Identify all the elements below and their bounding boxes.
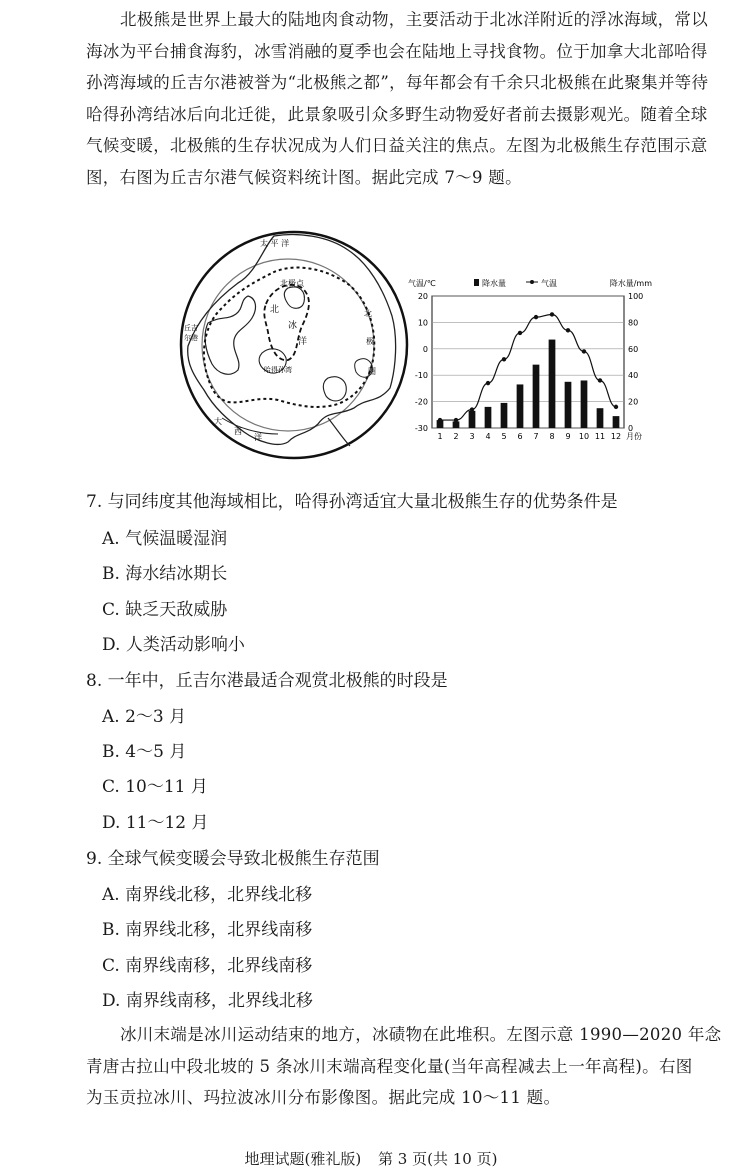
temperature-point — [566, 328, 570, 332]
right-axis-title: 降水量/mm — [609, 279, 652, 288]
temperature-point — [550, 312, 554, 316]
plot-frame — [432, 296, 624, 428]
intro2-line: 冰川末端是冰川运动结束的地方，冰碛物在此堆积。左图示意 1990—2020 年念 — [120, 1025, 722, 1044]
intro2-line: 为玉贡拉冰川、玛拉波冰川分布影像图。据此完成 10～11 题。 — [86, 1088, 561, 1107]
left-axis-tick-label: -20 — [414, 397, 428, 407]
temperature-point — [502, 357, 506, 361]
intro1-line: 气候变暖，北极熊的生存状况成为人们日益关注的焦点。左图为北极熊生存范围示意 — [86, 136, 708, 155]
intro-paragraph-polar-bear — [86, 4, 726, 193]
precip-bar — [533, 365, 540, 428]
right-axis-tick-label: 20 — [628, 397, 639, 407]
x-tick-label: 10 — [578, 432, 590, 441]
question-7-option-b[interactable]: B. 海水结冰期长 — [102, 564, 228, 584]
page-footer — [0, 1148, 742, 1169]
temperature-point — [614, 405, 618, 409]
map-label-arctic-ocean: 北 — [270, 305, 280, 315]
legend-temp-marker — [530, 280, 534, 284]
question-7-option-c[interactable]: C. 缺乏天敌威胁 — [102, 600, 228, 620]
map-label-arctic-ocean: 洋 — [298, 337, 308, 347]
question-8-option-d[interactable]: D. 11～12 月 — [102, 813, 209, 833]
question-7-option-d[interactable]: D. 人类活动影响小 — [102, 635, 245, 655]
x-tick-label: 1 — [437, 432, 443, 441]
map-label-arctic-circle: 圈 — [368, 367, 376, 376]
intro1-line: 北极熊是世界上最大的陆地肉食动物，主要活动于北冰洋附近的浮冰海域，常以 — [120, 10, 708, 29]
temperature-point — [470, 407, 474, 411]
right-axis-tick-label: 60 — [628, 344, 639, 354]
left-axis-tick-label: 0 — [422, 344, 428, 354]
x-tick-label: 11 — [594, 432, 606, 441]
x-tick-label: 8 — [549, 432, 555, 441]
question-8-option-b[interactable]: B. 4～5 月 — [102, 742, 187, 762]
x-tick-label: 12 — [610, 432, 622, 441]
left-axis-title: 气温/℃ — [408, 279, 436, 288]
temperature-point — [438, 418, 442, 422]
precip-bar — [453, 421, 460, 428]
legend-precip-label: 降水量 — [482, 279, 506, 288]
precip-bar — [501, 403, 508, 428]
map-label-atlantic: 大 — [214, 417, 222, 426]
question-9-stem: 9. 全球气候变暖会导致北极熊生存范围 — [86, 849, 380, 869]
precip-bar — [469, 411, 476, 428]
right-axis-tick-label: 100 — [628, 292, 644, 301]
x-tick-label: 6 — [517, 432, 523, 441]
intro1-line: 海冰为平台捕食海豹，冰雪消融的夏季也会在陆地上寻找食物。位于加拿大北部哈得 — [86, 41, 708, 61]
temperature-point — [518, 331, 522, 335]
question-8-option-c[interactable]: C. 10～11 月 — [102, 777, 208, 797]
question-7-stem: 7. 与同纬度其他海域相比，哈得孙湾适宜大量北极熊生存的优势条件是 — [86, 492, 618, 512]
temperature-point — [582, 349, 586, 353]
temperature-point — [534, 315, 538, 319]
map-label-arctic-ocean: 冰 — [288, 321, 298, 331]
map-label-north-pole: 北极点 — [280, 279, 304, 288]
x-tick-label: 2 — [453, 432, 459, 441]
left-axis-tick-label: 20 — [417, 292, 428, 301]
question-9-option-c[interactable]: C. 南界线南移，北界线南移 — [102, 956, 313, 976]
precip-bar — [517, 384, 524, 428]
footer-page-number: 第 3 页(共 10 页) — [378, 1150, 498, 1168]
intro1-line: 哈得孙湾结冰后向北迁徙，此景象吸引众多野生动物爱好者前去摄影观光。随着全球 — [86, 104, 708, 124]
map-label-pacific: 太 平 洋 — [260, 239, 290, 248]
intro2-line: 青唐古拉山中段北坡的 5 条冰川末端高程变化量(当年高程减去上一年高程)。右图 — [86, 1056, 693, 1076]
map-label-churchill: 尔港 — [184, 334, 198, 342]
temperature-line — [440, 314, 616, 420]
map-label-atlantic: 西 — [234, 427, 242, 436]
precip-bar — [597, 408, 604, 428]
precip-bar — [581, 380, 588, 428]
question-7-option-a[interactable]: A. 气候温暖湿润 — [102, 529, 228, 549]
legend-temp-label: 气温 — [541, 279, 557, 288]
x-tick-label: 9 — [565, 432, 571, 441]
temperature-point — [454, 418, 458, 422]
question-8-option-a[interactable]: A. 2～3 月 — [102, 707, 187, 727]
right-axis-tick-label: 0 — [628, 424, 634, 433]
x-tick-label: 4 — [485, 432, 491, 441]
left-axis-tick-label: -30 — [414, 424, 428, 433]
left-axis-tick-label: -10 — [414, 371, 428, 381]
x-axis-suffix: 月份 — [626, 432, 642, 441]
map-label-atlantic: 洋 — [254, 433, 262, 442]
intro1-line: 图，右图为丘吉尔港气候资料统计图。据此完成 7～9 题。 — [86, 167, 522, 187]
right-axis-tick-label: 80 — [628, 318, 639, 328]
x-tick-label: 3 — [469, 432, 475, 441]
precip-bar — [549, 340, 556, 428]
footer-title: 地理试题(雅礼版) — [244, 1150, 362, 1168]
precip-bar — [613, 416, 620, 428]
intro-paragraph-glacier — [86, 1019, 726, 1114]
question-9-option-b[interactable]: B. 南界线北移，北界线南移 — [102, 920, 313, 940]
left-axis-tick-label: 10 — [417, 318, 428, 328]
temperature-point — [598, 378, 602, 382]
map-label-arctic-circle: 极 — [366, 337, 374, 346]
map-label-churchill: 丘吉 — [184, 324, 198, 332]
x-tick-label: 7 — [533, 432, 539, 441]
churchill-climate-chart — [404, 272, 660, 450]
map-label-hudson-bay: 哈得孙湾 — [264, 366, 292, 374]
map-label-arctic-circle: 北 — [364, 309, 372, 318]
question-9-option-d[interactable]: D. 南界线南移，北界线北移 — [102, 991, 313, 1011]
precip-bar — [565, 382, 572, 428]
question-8-stem: 8. 一年中，丘吉尔港最适合观赏北极熊的时段是 — [86, 671, 448, 691]
x-tick-label: 5 — [501, 432, 507, 441]
legend-precip-swatch — [474, 279, 479, 286]
polar-bear-range-map — [178, 228, 410, 463]
right-axis-tick-label: 40 — [628, 371, 639, 381]
precip-bar — [485, 407, 492, 428]
question-9-option-a[interactable]: A. 南界线北移，北界线北移 — [102, 885, 313, 905]
intro1-line: 孙湾海域的丘吉尔港被誉为“北极熊之都”，每年都会有千余只北极熊在此聚集并等待 — [86, 73, 709, 92]
temperature-point — [486, 381, 490, 385]
